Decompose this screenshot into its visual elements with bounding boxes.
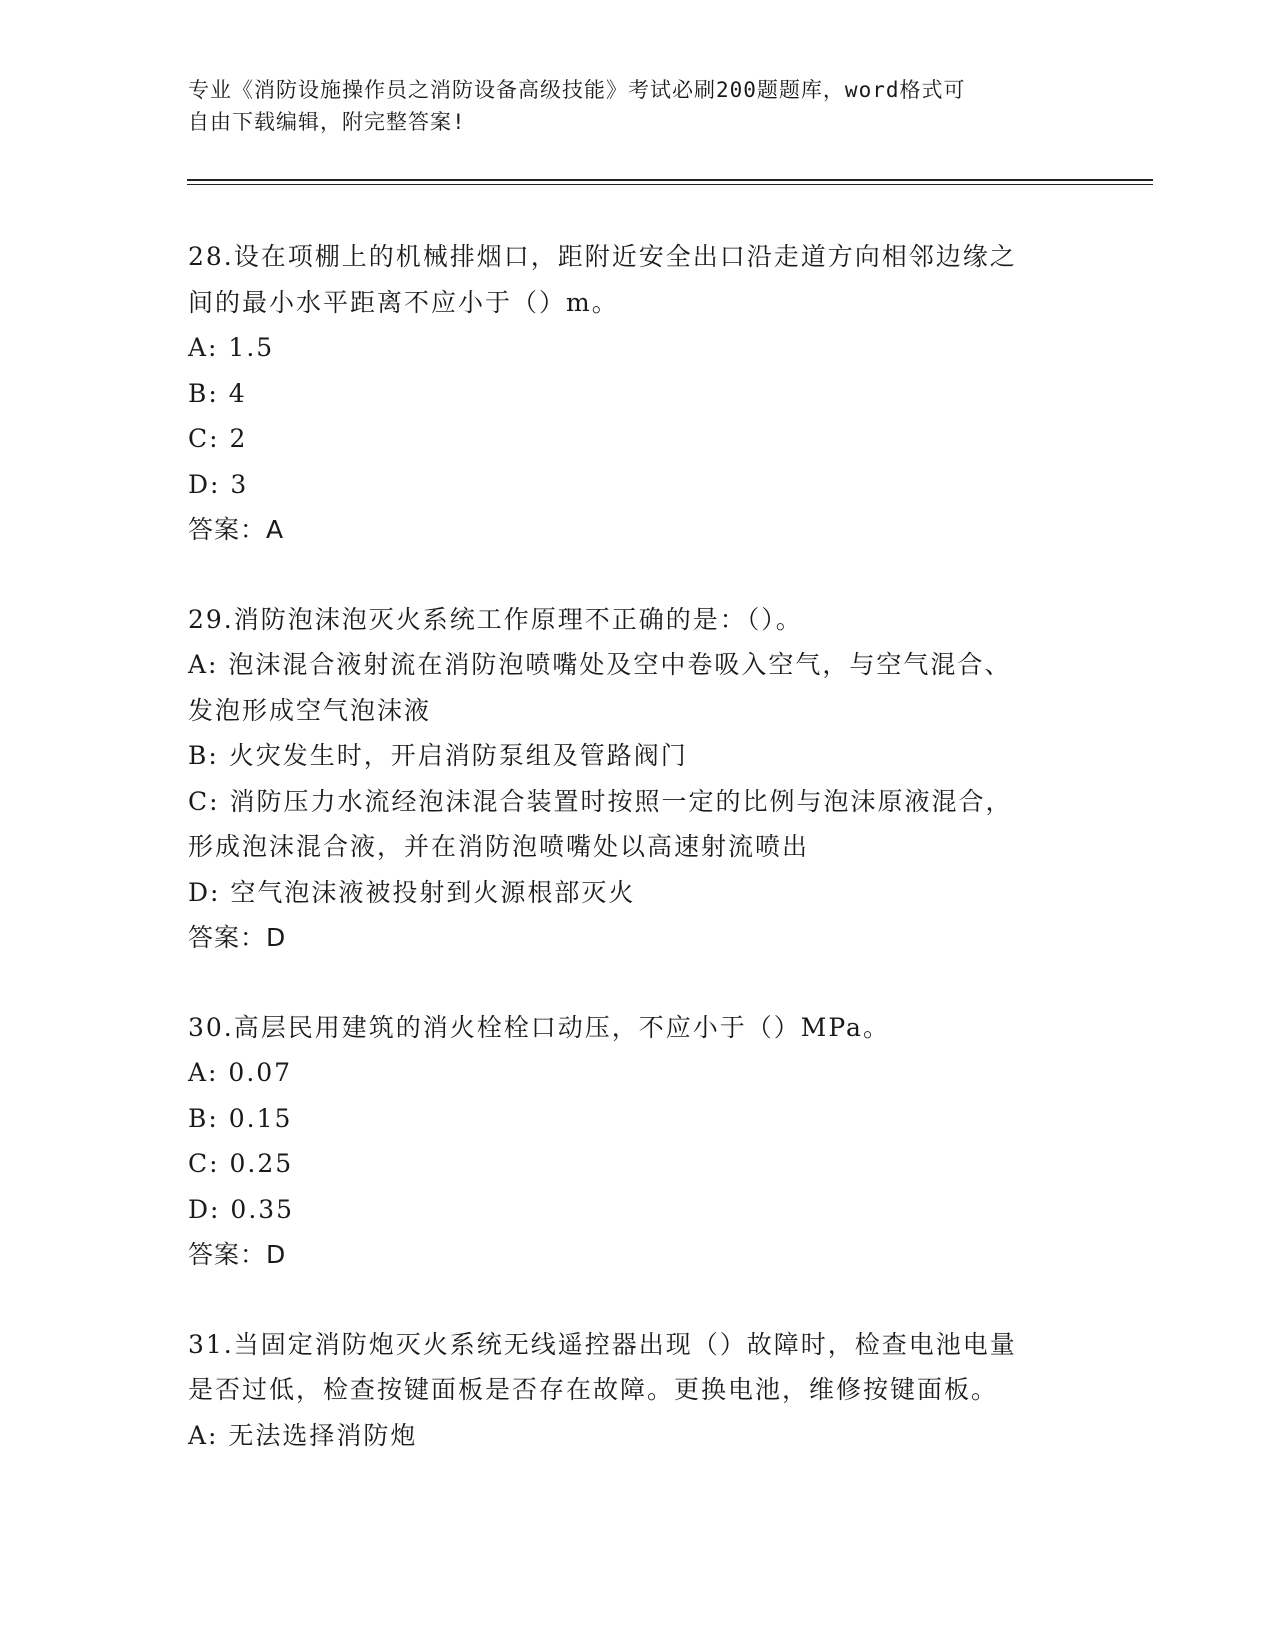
answer: 答案：D <box>188 1240 287 1269</box>
option-a: A: 0.07 <box>188 1058 293 1087</box>
question-stem: 30.高层民用建筑的消火栓栓口动压，不应小于（）MPa。 <box>188 1012 890 1042</box>
option-d: D: 空气泡沫液被投射到火源根部灭火 <box>188 877 636 907</box>
question-31 <box>188 1322 1088 1459</box>
question-stem: 31.当固定消防炮灭火系统无线遥控器出现（）故障时，检查电池电量 <box>188 1329 1017 1359</box>
document-header <box>188 74 1068 138</box>
answer: 答案：D <box>188 923 287 952</box>
question-30 <box>188 1005 1088 1278</box>
header-divider <box>187 179 1153 181</box>
option-b: B: 火灾发生时，开启消防泵组及管路阀门 <box>188 741 688 770</box>
option-c: C: 0.25 <box>188 1149 294 1178</box>
question-list <box>188 234 1088 1502</box>
question-stem: 28.设在项棚上的机械排烟口，距附近安全出口沿走道方向相邻边缘之 <box>188 242 1017 271</box>
option-b: B: 0.15 <box>188 1103 293 1133</box>
option-a: A: 1.5 <box>188 333 275 362</box>
option-b: B: 4 <box>188 378 247 408</box>
header-divider-thin <box>187 184 1153 185</box>
header-line-2: 自由下载编辑，附完整答案! <box>188 110 466 134</box>
option-d: D: 3 <box>188 469 249 499</box>
answer: 答案：A <box>188 515 285 544</box>
question-28 <box>188 234 1088 553</box>
header-line-1: 专业《消防设施操作员之消防设备高级技能》考试必刷200题题库，word格式可 <box>188 78 966 102</box>
option-d: D: 0.35 <box>188 1194 295 1224</box>
question-stem: 间的最小水平距离不应小于（）m。 <box>188 287 619 317</box>
option-c-continued: 形成泡沫混合液，并在消防泡喷嘴处以高速射流喷出 <box>188 832 810 861</box>
question-stem: 是否过低，检查按键面板是否存在故障。更换电池，维修按键面板。 <box>188 1375 999 1404</box>
option-c: C: 消防压力水流经泡沫混合装置时按照一定的比例与泡沫原液混合， <box>188 786 1013 816</box>
question-29 <box>188 597 1088 961</box>
option-a: A: 无法选择消防炮 <box>188 1420 418 1450</box>
question-stem: 29.消防泡沫泡灭火系统工作原理不正确的是：（）。 <box>188 604 803 634</box>
option-a: A: 泡沫混合液射流在消防泡喷嘴处及空中卷吸入空气，与空气混合、 <box>188 650 1012 679</box>
option-c: C: 2 <box>188 424 248 453</box>
option-a-continued: 发泡形成空气泡沫液 <box>188 695 432 725</box>
